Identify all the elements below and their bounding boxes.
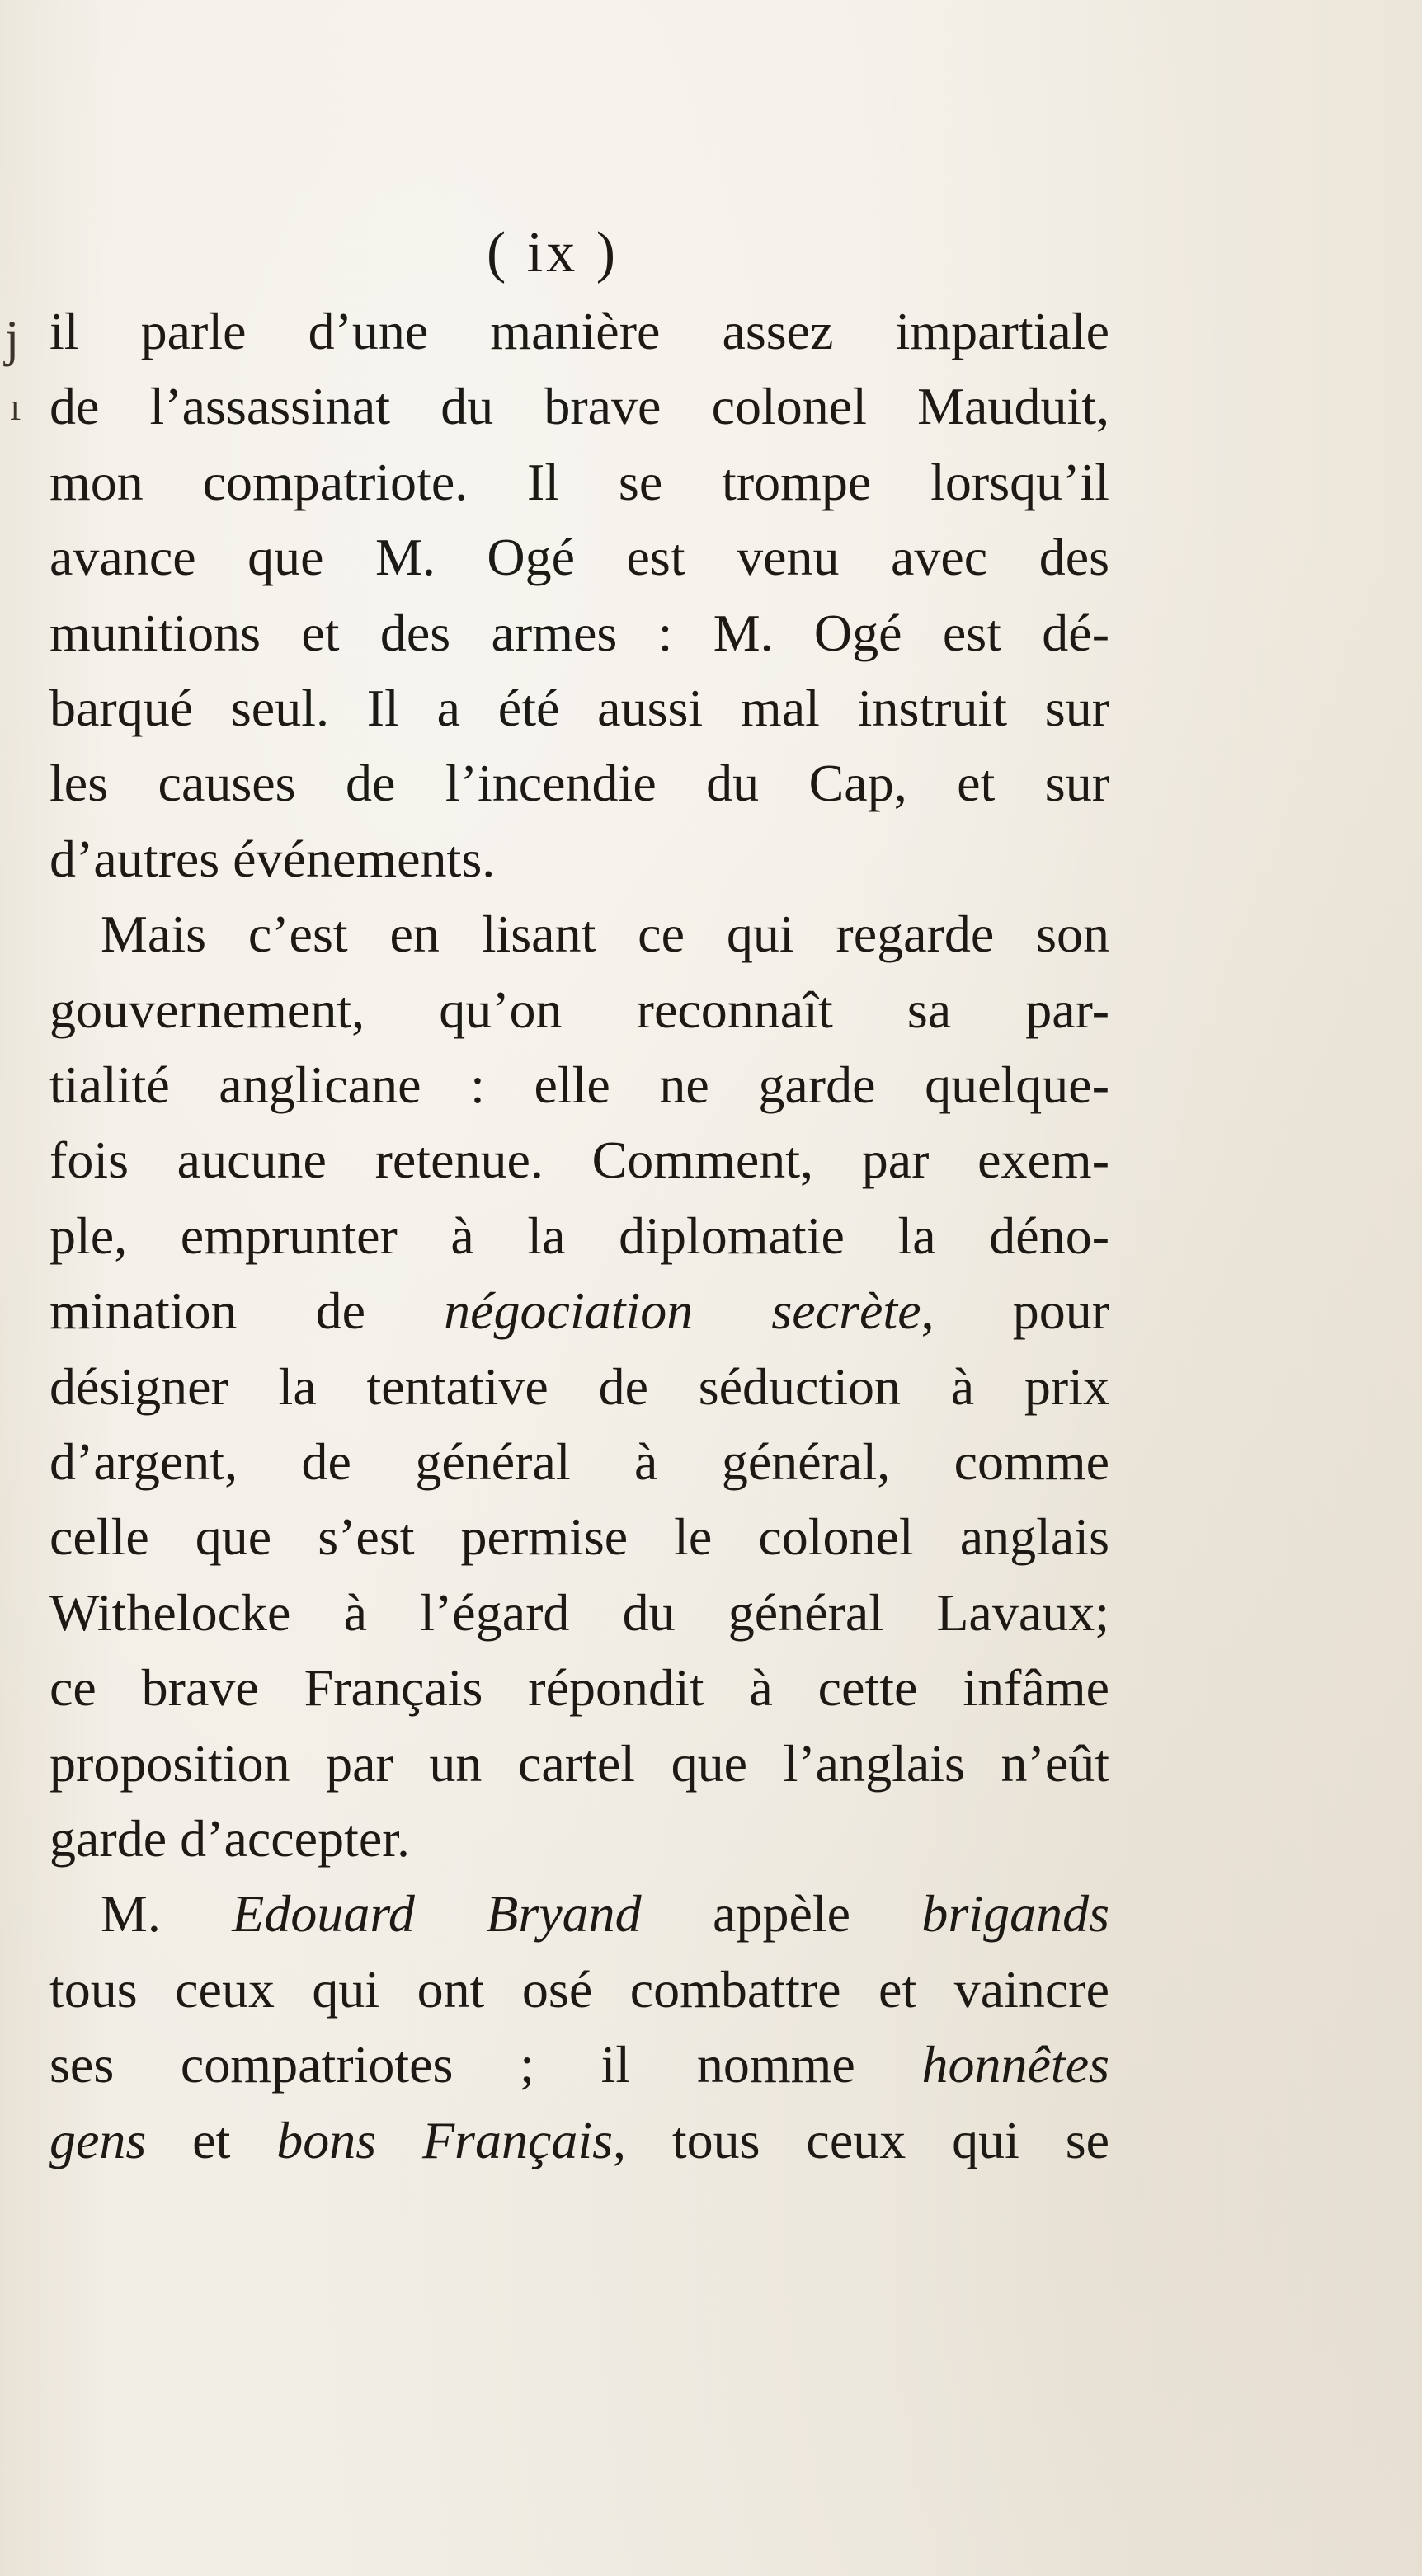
text-run: mination de [49,1281,445,1341]
text-run: garde d’accepter. [49,1809,411,1868]
text-run: munitions et des armes : M. Ogé est dé- [49,603,1109,662]
text-line [49,1658,1109,1718]
italic-text: Edouard Bryand [232,1884,642,1944]
text-line [49,2035,1109,2094]
text-run: d’autres événements. [49,829,496,888]
text-line [49,1131,1109,1190]
text-line [49,302,1109,360]
text-line [49,1733,1109,1793]
text-line [49,1809,1109,1868]
gutter-mark-1: j [5,311,20,367]
text-line [49,1055,1109,1114]
text-run: celle que s’est permise le colonel anglais [49,1507,1109,1567]
text-run: , tous ceux qui se [613,2110,1109,2169]
text-run: d’argent, de général à général, comme [49,1432,1109,1491]
text-line [49,452,1109,511]
text-run: mon compatriote. Il se trompe lorsqu’il [49,452,1109,511]
text-run: appèle [641,1884,922,1944]
text-run: ple, emprunter à la diplomatie la déno- [49,1206,1109,1265]
text-line [49,1507,1109,1567]
text-run: gouvernement, qu’on reconnaît sa par- [49,980,1109,1039]
text-run: les causes de l’incendie du Cap, et sur [49,754,1109,813]
text-line [49,1206,1109,1265]
text-run: Withelocke à l’égard du général Lavaux; [49,1582,1109,1642]
text-run: proposition par un cartel que l’anglais n’eût [49,1733,1109,1793]
text-run: M. [101,1884,233,1944]
text-line [101,1884,1110,1944]
text-line [49,980,1109,1039]
text-line [101,905,1109,964]
text-line [49,528,1109,587]
text-line [49,679,1109,737]
text-run: ses compatriotes ; il nomme [49,2035,922,2094]
italic-text: gens [49,2110,147,2169]
text-line [49,1281,1109,1341]
text-run: tous ceux qui ont osé combattre et vaincre [49,1959,1109,2019]
text-run: et [146,2110,277,2169]
text-line [49,1356,1109,1416]
text-line [49,1959,1109,2019]
italic-text: bons Français [276,2110,614,2169]
text-line [49,829,1109,888]
text-line [49,377,1109,436]
page-number-header: ( ix ) [487,221,619,284]
text-line [49,2110,1109,2169]
text-run: ce brave Français répondit à cette infâme [49,1658,1109,1718]
text-run: barqué seul. Il a été aussi mal instruit sur [49,679,1109,737]
text-line [49,1582,1109,1642]
text-run: Mais c’est en lisant ce qui regarde son [101,905,1109,964]
text-line [49,603,1109,662]
text-line [49,754,1109,813]
text-run: avance que M. Ogé est venu avec des [49,528,1109,587]
italic-text: honnêtes [921,2035,1109,2094]
text-run: , pour [921,1281,1109,1341]
gutter-mark-2: ı [10,385,21,429]
text-run: il parle d’une manière assez impartiale [49,302,1109,360]
italic-text: brigands [921,1884,1110,1944]
text-line [49,1432,1109,1491]
text-run: fois aucune retenue. Comment, par exem- [49,1131,1109,1190]
italic-text: négociation secrète [444,1281,921,1341]
text-run: tialité anglicane : elle ne garde quelque- [49,1055,1109,1114]
text-run: désigner la tentative de séduction à prix [49,1356,1109,1416]
text-run: de l’assassinat du brave colonel Mauduit, [49,377,1109,436]
